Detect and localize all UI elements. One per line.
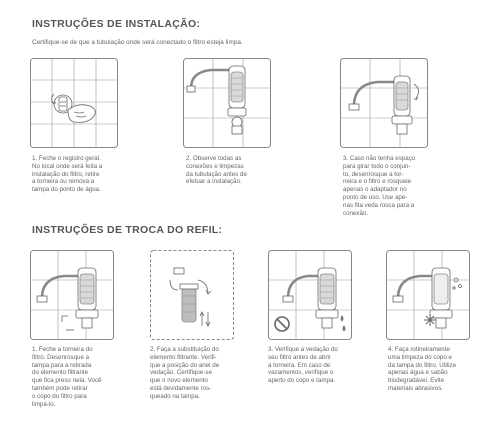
install-step-3-caption: 3. Caso não tenha espaço para girar todo o conjun- to, desenrosque a tor- neira e o filtro e rosqueie apenas o adaptador no ponto de uso. Use ape- nas fita veda rosca para a conexão. xyxy=(343,155,416,217)
install-step-1-caption: 1. Feche o registro geral. No local onde será feita a instalação do filtro, retire a torneira ou remova a tampa do ponto de água. xyxy=(32,155,103,194)
refill-step-2-illustration xyxy=(150,250,234,340)
refill-step-1-illustration xyxy=(30,250,114,340)
refill-step-4-illustration xyxy=(386,250,470,340)
refill-step-2-caption: 2. Faça a substituição do elemento filtrante. Verifi- que a posição do anel de vedação. Certifique-se que o novo elemento está devidamente ros- queado na tampa. xyxy=(150,346,220,400)
install-step-2-illustration xyxy=(183,58,271,148)
refill-step-3-caption: 3. Verifique a vedação do seu filtro antes de abrir a torneira. Em caso de vazamentos, verifique o aperto do copo e tampa. xyxy=(268,346,338,385)
install-step-3-illustration xyxy=(340,58,428,148)
refill-step-4-caption: 4. Faça rotineiramente uma limpeza do copo e da tampa do filtro. Utilize apenas água e sabão biodegradável. Evite materiais abrasivos. xyxy=(388,346,457,392)
install-step-1-illustration xyxy=(30,58,118,148)
refill-step-3-illustration xyxy=(268,250,352,340)
refill-step-1-caption: 1. Feche a torneira do filtro. Desenrosque a tampa para a retirada do elemento filtrante que fica preso nela. Você também pode retirar o copo do filtro para limpá-lo. xyxy=(32,346,102,408)
install-step-2-caption: 2. Observe todas as conexões e limpezas da tubulação antes de efetuar a instalação. xyxy=(186,155,247,186)
installation-intro: Certifique-se de que a tubulação onde será conectado o filtro esteja limpa. xyxy=(32,39,243,46)
refill-title: INSTRUÇÕES DE TROCA DO REFIL: xyxy=(32,224,223,236)
installation-title: INSTRUÇÕES DE INSTALAÇÃO: xyxy=(32,18,201,30)
